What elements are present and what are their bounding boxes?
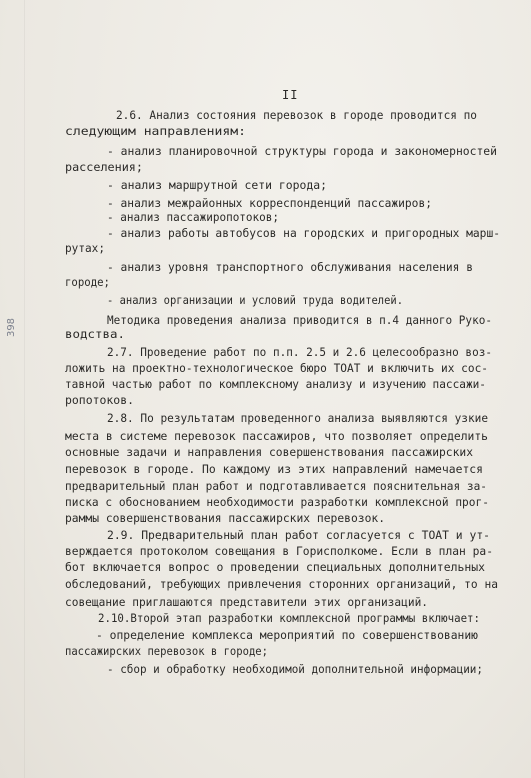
text-line: водства. [65, 328, 125, 341]
text-line: городе; [65, 276, 110, 289]
text-line: совещание приглашаются представители этих организаций. [65, 596, 429, 609]
text-line: 2.8. По результатам проведенного анализа выявляются узкие [107, 412, 489, 425]
text-line: писка с обоснованием необходимости разработки комплексной прог- [65, 496, 489, 509]
text-line: перевозок в городе. По каждому из этих направлений намечается [65, 463, 484, 476]
text-line: - анализ пассажиропотоков; [107, 211, 280, 224]
text-line: - сбор и обработку необходимой дополнительной информации; [107, 663, 483, 676]
text-line: следующим направлениям: [65, 125, 247, 138]
text-line: - анализ организации и условий труда водителей. [107, 294, 403, 307]
text-line: 2.10.Второй этап разработки комплексной программы включает: [98, 612, 481, 625]
text-line: 2.7. Проведение работ по п.п. 2.5 и 2.6 целесообразно воз- [107, 346, 492, 359]
text-line: - анализ уровня транспортного обслуживания населения в [107, 261, 474, 274]
text-line: - определение комплекса мероприятий по совершенствованию [96, 629, 478, 642]
text-line: раммы совершенствования пассажирских перевозок. [65, 512, 386, 525]
text-line: предварительный план работ и подготавливается пояснительная за- [65, 480, 488, 493]
text-line: ложить на проектно-технологическое бюро ТОАТ и включить их сос- [65, 362, 489, 375]
text-line: места в системе перевозок пассажиров, что позволяет определить [65, 430, 489, 443]
text-line: тавной частью работ по комплексному анализу и изучению пассажи- [65, 378, 486, 391]
text-line: верждается протоколом совещания в Горисполкоме. Если в план ра- [65, 545, 494, 558]
text-line: - анализ планировочной структуры города и закономерностей [107, 145, 497, 158]
text-line: расселения; [65, 161, 144, 174]
text-line: - анализ маршрутной сети города; [107, 179, 327, 192]
page-number: II [282, 88, 299, 102]
text-line: Методика проведения анализа приводится в п.4 данного Руко- [107, 314, 492, 327]
text-line: обследований, требующих привлечения сторонних организаций, то на [65, 578, 498, 591]
text-line: ропотоков. [65, 394, 135, 407]
text-line: бот включается вопрос о проведении специальных дополнительных [65, 561, 486, 574]
text-line: - анализ межрайонных корреспонденций пассажиров; [107, 197, 432, 210]
text-line: пассажирских перевозок в городе; [65, 645, 269, 658]
page-crease [24, 0, 25, 778]
margin-annotation: 398 [6, 317, 18, 338]
text-line: рутах; [65, 242, 106, 255]
text-line: 2.9. Предварительный план работ согласуется с ТОАТ и ут- [107, 529, 491, 542]
text-line: основные задачи и направления совершенствования пассажирских [65, 446, 474, 459]
text-line: 2.6. Анализ состояния перевозок в городе проводится по [116, 109, 477, 122]
text-line: - анализ работы автобусов на городских и пригородных марш- [107, 227, 501, 240]
